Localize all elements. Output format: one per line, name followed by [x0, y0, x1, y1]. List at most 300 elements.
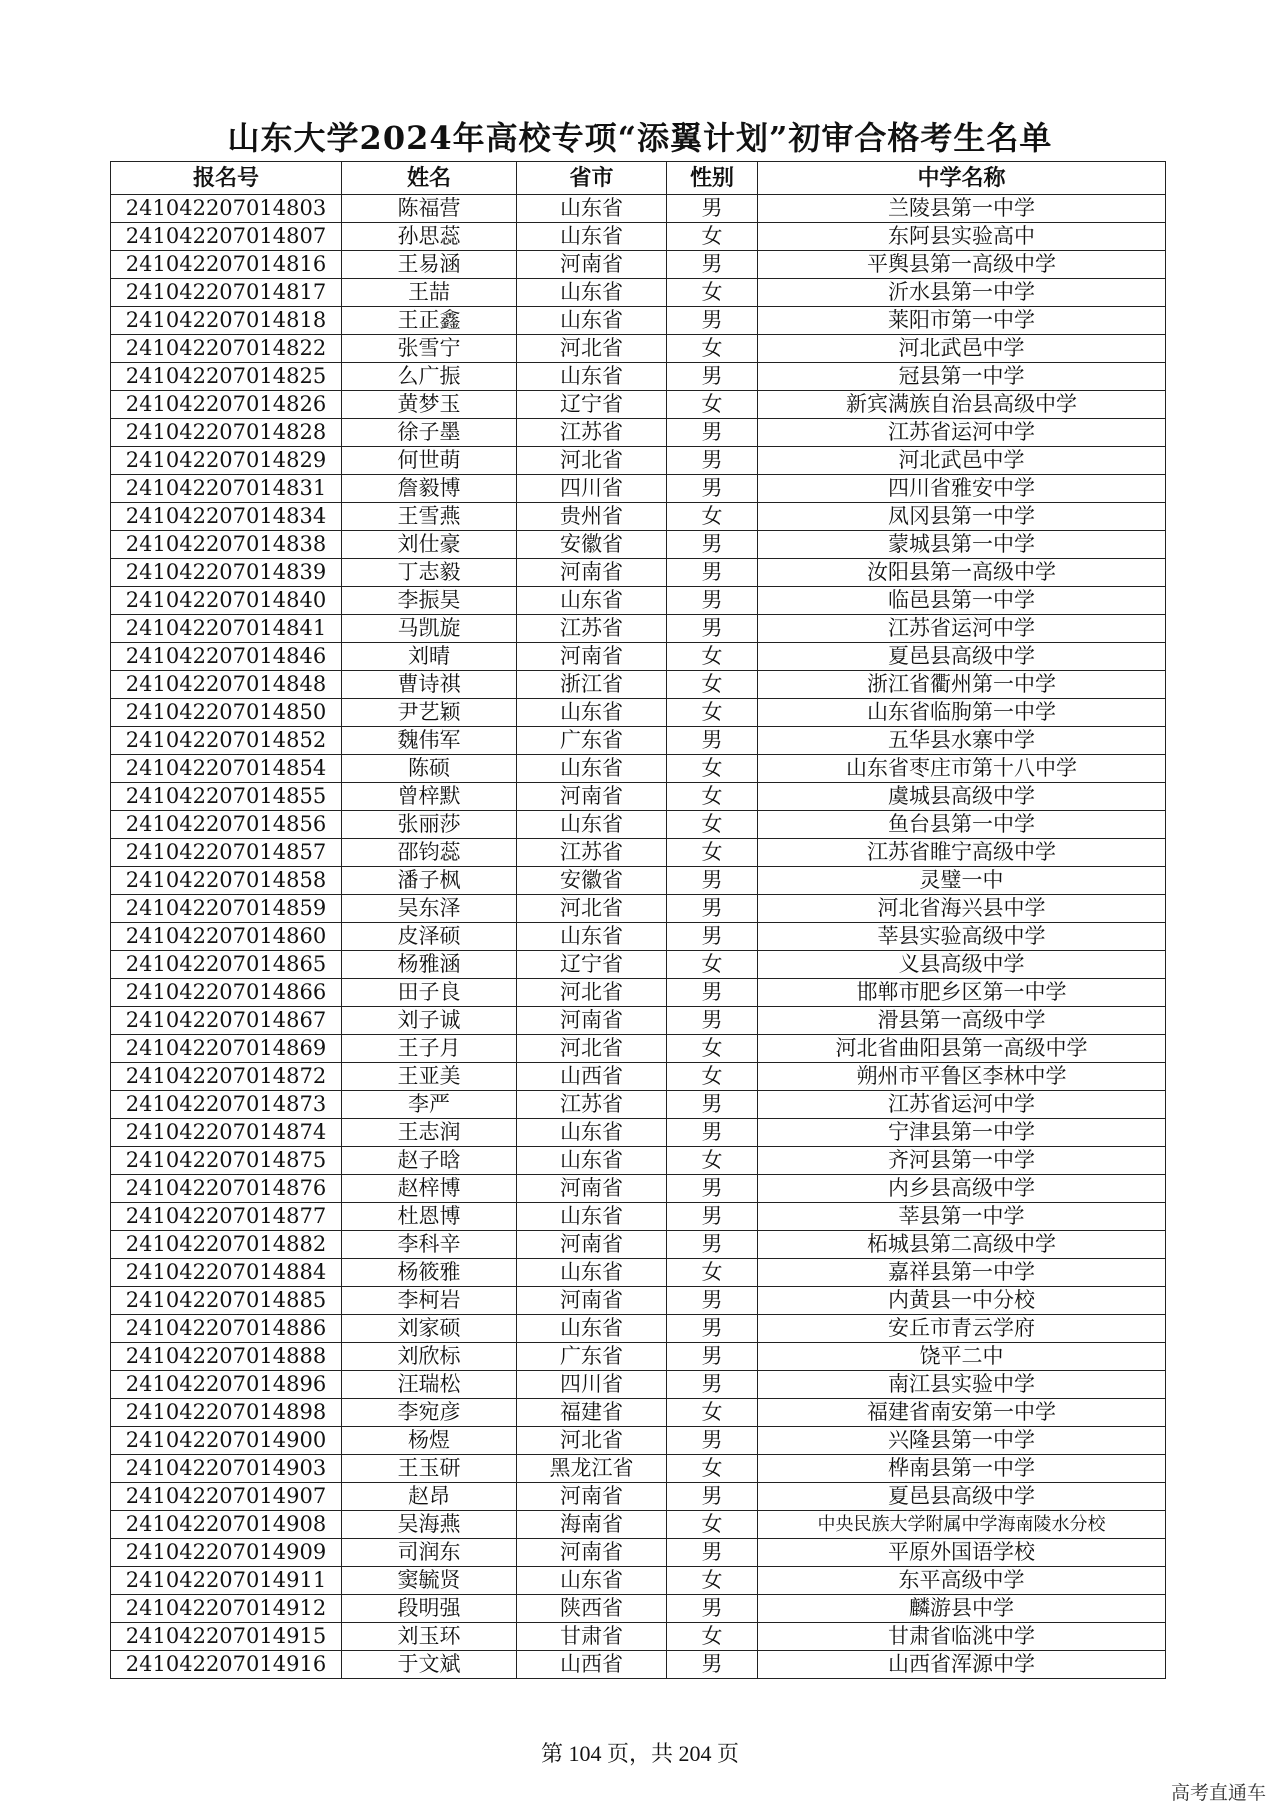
table-row — [111, 671, 1166, 699]
cell-gender: 男 — [667, 363, 758, 391]
cell-gender: 女 — [667, 223, 758, 251]
col-header-school: 中学名称 — [758, 162, 1166, 195]
cell-gender: 女 — [667, 1147, 758, 1175]
cell-province: 陕西省 — [517, 1595, 667, 1623]
cell-name: 魏伟军 — [342, 727, 517, 755]
cell-registration-no: 241042207014876 — [111, 1175, 342, 1203]
cell-gender: 男 — [667, 895, 758, 923]
cell-gender: 女 — [667, 699, 758, 727]
cell-name: 王正鑫 — [342, 307, 517, 335]
table-row — [111, 811, 1166, 839]
cell-school: 夏邑县高级中学 — [758, 643, 1166, 671]
cell-province: 山西省 — [517, 1063, 667, 1091]
candidate-table — [110, 161, 1166, 1679]
cell-school: 齐河县第一中学 — [758, 1147, 1166, 1175]
table-row — [111, 1091, 1166, 1119]
cell-province: 山东省 — [517, 587, 667, 615]
cell-gender: 女 — [667, 1623, 758, 1651]
cell-school: 汝阳县第一高级中学 — [758, 559, 1166, 587]
cell-province: 河北省 — [517, 895, 667, 923]
cell-gender: 男 — [667, 1007, 758, 1035]
cell-province: 山东省 — [517, 923, 667, 951]
cell-province: 广东省 — [517, 727, 667, 755]
cell-school: 凤冈县第一中学 — [758, 503, 1166, 531]
cell-province: 山东省 — [517, 1119, 667, 1147]
table-row — [111, 1595, 1166, 1623]
cell-province: 河北省 — [517, 1035, 667, 1063]
cell-province: 贵州省 — [517, 503, 667, 531]
cell-name: 杨筱雅 — [342, 1259, 517, 1287]
cell-registration-no: 241042207014816 — [111, 251, 342, 279]
cell-name: 潘子枫 — [342, 867, 517, 895]
cell-name: 李宛彦 — [342, 1399, 517, 1427]
table-row — [111, 251, 1166, 279]
col-header-name: 姓名 — [342, 162, 517, 195]
cell-province: 四川省 — [517, 475, 667, 503]
cell-name: 马凯旋 — [342, 615, 517, 643]
table-row — [111, 727, 1166, 755]
table-header-row — [111, 162, 1166, 195]
cell-province: 江苏省 — [517, 1091, 667, 1119]
cell-gender: 女 — [667, 503, 758, 531]
cell-gender: 男 — [667, 1343, 758, 1371]
cell-province: 甘肃省 — [517, 1623, 667, 1651]
cell-registration-no: 241042207014857 — [111, 839, 342, 867]
cell-gender: 女 — [667, 391, 758, 419]
table-body — [111, 195, 1166, 1679]
cell-province: 河南省 — [517, 251, 667, 279]
cell-name: 刘玉环 — [342, 1623, 517, 1651]
cell-school: 邯郸市肥乡区第一中学 — [758, 979, 1166, 1007]
cell-gender: 女 — [667, 279, 758, 307]
cell-registration-no: 241042207014807 — [111, 223, 342, 251]
cell-school: 山东省临朐第一中学 — [758, 699, 1166, 727]
cell-name: 王亚美 — [342, 1063, 517, 1091]
table-row — [111, 783, 1166, 811]
cell-registration-no: 241042207014855 — [111, 783, 342, 811]
cell-gender: 女 — [667, 335, 758, 363]
cell-province: 山东省 — [517, 1147, 667, 1175]
table-row — [111, 195, 1166, 223]
table-row — [111, 643, 1166, 671]
table-row — [111, 307, 1166, 335]
cell-name: 李科辛 — [342, 1231, 517, 1259]
cell-gender: 男 — [667, 1539, 758, 1567]
cell-registration-no: 241042207014900 — [111, 1427, 342, 1455]
cell-registration-no: 241042207014885 — [111, 1287, 342, 1315]
cell-registration-no: 241042207014848 — [111, 671, 342, 699]
cell-province: 山东省 — [517, 223, 667, 251]
cell-province: 江苏省 — [517, 419, 667, 447]
cell-name: 刘家硕 — [342, 1315, 517, 1343]
cell-gender: 女 — [667, 643, 758, 671]
cell-school: 莘县第一中学 — [758, 1203, 1166, 1231]
table-row — [111, 447, 1166, 475]
cell-gender: 男 — [667, 1091, 758, 1119]
cell-school: 鱼台县第一中学 — [758, 811, 1166, 839]
cell-province: 河南省 — [517, 1007, 667, 1035]
table-row — [111, 1259, 1166, 1287]
table-row — [111, 755, 1166, 783]
col-header-registration-no: 报名号 — [111, 162, 342, 195]
cell-name: 陈福营 — [342, 195, 517, 223]
cell-province: 河南省 — [517, 559, 667, 587]
cell-registration-no: 241042207014884 — [111, 1259, 342, 1287]
cell-registration-no: 241042207014872 — [111, 1063, 342, 1091]
cell-province: 河北省 — [517, 447, 667, 475]
cell-name: 王喆 — [342, 279, 517, 307]
cell-registration-no: 241042207014882 — [111, 1231, 342, 1259]
cell-school: 沂水县第一中学 — [758, 279, 1166, 307]
cell-registration-no: 241042207014874 — [111, 1119, 342, 1147]
page-number: 第 104 页，共 204 页 — [540, 1741, 739, 1766]
table-row — [111, 503, 1166, 531]
cell-school: 滑县第一高级中学 — [758, 1007, 1166, 1035]
cell-name: 司润东 — [342, 1539, 517, 1567]
table-row — [111, 1231, 1166, 1259]
cell-registration-no: 241042207014856 — [111, 811, 342, 839]
cell-province: 河南省 — [517, 1539, 667, 1567]
table-row — [111, 1483, 1166, 1511]
cell-name: 么广振 — [342, 363, 517, 391]
cell-gender: 男 — [667, 307, 758, 335]
cell-province: 江苏省 — [517, 615, 667, 643]
cell-gender: 男 — [667, 251, 758, 279]
cell-school: 饶平二中 — [758, 1343, 1166, 1371]
cell-name: 刘欣标 — [342, 1343, 517, 1371]
table-row — [111, 1175, 1166, 1203]
cell-registration-no: 241042207014834 — [111, 503, 342, 531]
cell-gender: 男 — [667, 195, 758, 223]
cell-school: 甘肃省临洮中学 — [758, 1623, 1166, 1651]
cell-registration-no: 241042207014877 — [111, 1203, 342, 1231]
cell-name: 赵梓博 — [342, 1175, 517, 1203]
cell-gender: 男 — [667, 475, 758, 503]
cell-name: 杨煜 — [342, 1427, 517, 1455]
cell-school: 东平高级中学 — [758, 1567, 1166, 1595]
cell-name: 刘子诚 — [342, 1007, 517, 1035]
cell-registration-no: 241042207014852 — [111, 727, 342, 755]
cell-registration-no: 241042207014854 — [111, 755, 342, 783]
cell-school: 兴隆县第一中学 — [758, 1427, 1166, 1455]
table-row — [111, 1343, 1166, 1371]
cell-school: 山东省枣庄市第十八中学 — [758, 755, 1166, 783]
cell-province: 河南省 — [517, 1287, 667, 1315]
cell-school: 内黄县一中分校 — [758, 1287, 1166, 1315]
cell-school: 福建省南安第一中学 — [758, 1399, 1166, 1427]
cell-gender: 女 — [667, 1259, 758, 1287]
cell-registration-no: 241042207014829 — [111, 447, 342, 475]
cell-registration-no: 241042207014896 — [111, 1371, 342, 1399]
cell-gender: 男 — [667, 559, 758, 587]
cell-school: 柘城县第二高级中学 — [758, 1231, 1166, 1259]
cell-school: 山西省浑源中学 — [758, 1651, 1166, 1679]
table-row — [111, 839, 1166, 867]
cell-school: 临邑县第一中学 — [758, 587, 1166, 615]
table-row — [111, 1063, 1166, 1091]
table-row — [111, 335, 1166, 363]
table-row — [111, 223, 1166, 251]
cell-province: 河北省 — [517, 335, 667, 363]
cell-registration-no: 241042207014826 — [111, 391, 342, 419]
cell-registration-no: 241042207014873 — [111, 1091, 342, 1119]
cell-name: 徐子墨 — [342, 419, 517, 447]
cell-name: 汪瑞松 — [342, 1371, 517, 1399]
cell-school: 安丘市青云学府 — [758, 1315, 1166, 1343]
cell-registration-no: 241042207014909 — [111, 1539, 342, 1567]
cell-registration-no: 241042207014850 — [111, 699, 342, 727]
cell-name: 赵子晗 — [342, 1147, 517, 1175]
table-row — [111, 279, 1166, 307]
cell-gender: 女 — [667, 811, 758, 839]
cell-school: 新宾满族自治县高级中学 — [758, 391, 1166, 419]
cell-registration-no: 241042207014886 — [111, 1315, 342, 1343]
cell-province: 安徽省 — [517, 531, 667, 559]
cell-registration-no: 241042207014839 — [111, 559, 342, 587]
cell-registration-no: 241042207014841 — [111, 615, 342, 643]
cell-school: 灵璧一中 — [758, 867, 1166, 895]
cell-school: 冠县第一中学 — [758, 363, 1166, 391]
cell-gender: 男 — [667, 1175, 758, 1203]
cell-gender: 男 — [667, 1315, 758, 1343]
cell-name: 李柯岩 — [342, 1287, 517, 1315]
cell-school: 嘉祥县第一中学 — [758, 1259, 1166, 1287]
cell-school: 江苏省运河中学 — [758, 419, 1166, 447]
cell-gender: 男 — [667, 1651, 758, 1679]
cell-gender: 男 — [667, 867, 758, 895]
cell-gender: 女 — [667, 755, 758, 783]
cell-school: 江苏省运河中学 — [758, 615, 1166, 643]
cell-name: 吴海燕 — [342, 1511, 517, 1539]
cell-name: 曾梓默 — [342, 783, 517, 811]
cell-gender: 男 — [667, 979, 758, 1007]
cell-name: 王子月 — [342, 1035, 517, 1063]
cell-province: 山西省 — [517, 1651, 667, 1679]
cell-province: 广东省 — [517, 1343, 667, 1371]
cell-province: 山东省 — [517, 195, 667, 223]
cell-school: 莘县实验高级中学 — [758, 923, 1166, 951]
cell-gender: 女 — [667, 951, 758, 979]
cell-gender: 男 — [667, 1483, 758, 1511]
cell-name: 邵钧蕊 — [342, 839, 517, 867]
cell-gender: 男 — [667, 587, 758, 615]
cell-gender: 女 — [667, 1455, 758, 1483]
cell-school: 义县高级中学 — [758, 951, 1166, 979]
cell-name: 杜恩博 — [342, 1203, 517, 1231]
cell-province: 山东省 — [517, 1259, 667, 1287]
cell-name: 田子良 — [342, 979, 517, 1007]
cell-name: 王易涵 — [342, 251, 517, 279]
cell-province: 山东省 — [517, 1315, 667, 1343]
cell-registration-no: 241042207014888 — [111, 1343, 342, 1371]
table-row — [111, 1203, 1166, 1231]
cell-gender: 男 — [667, 1287, 758, 1315]
cell-registration-no: 241042207014907 — [111, 1483, 342, 1511]
cell-school: 南江县实验中学 — [758, 1371, 1166, 1399]
cell-registration-no: 241042207014903 — [111, 1455, 342, 1483]
cell-registration-no: 241042207014875 — [111, 1147, 342, 1175]
cell-name: 李严 — [342, 1091, 517, 1119]
cell-province: 安徽省 — [517, 867, 667, 895]
cell-province: 山东省 — [517, 755, 667, 783]
table-row — [111, 867, 1166, 895]
cell-school: 江苏省睢宁高级中学 — [758, 839, 1166, 867]
table-row — [111, 475, 1166, 503]
table-row — [111, 587, 1166, 615]
cell-registration-no: 241042207014831 — [111, 475, 342, 503]
cell-school: 平原外国语学校 — [758, 1539, 1166, 1567]
cell-gender: 男 — [667, 1427, 758, 1455]
table-row — [111, 1399, 1166, 1427]
cell-province: 河南省 — [517, 1231, 667, 1259]
cell-name: 王雪燕 — [342, 503, 517, 531]
cell-gender: 男 — [667, 447, 758, 475]
table-row — [111, 1567, 1166, 1595]
cell-name: 杨雅涵 — [342, 951, 517, 979]
table-row — [111, 1371, 1166, 1399]
cell-province: 山东省 — [517, 811, 667, 839]
cell-gender: 女 — [667, 783, 758, 811]
table-row — [111, 1539, 1166, 1567]
cell-province: 山东省 — [517, 1567, 667, 1595]
cell-school: 浙江省衢州第一中学 — [758, 671, 1166, 699]
cell-school: 河北省海兴县中学 — [758, 895, 1166, 923]
cell-name: 张雪宁 — [342, 335, 517, 363]
cell-province: 辽宁省 — [517, 951, 667, 979]
cell-name: 曹诗祺 — [342, 671, 517, 699]
cell-name: 段明强 — [342, 1595, 517, 1623]
cell-school: 四川省雅安中学 — [758, 475, 1166, 503]
watermark: 高考直通车 — [1170, 1782, 1266, 1804]
cell-registration-no: 241042207014840 — [111, 587, 342, 615]
cell-registration-no: 241042207014858 — [111, 867, 342, 895]
table-row — [111, 1455, 1166, 1483]
cell-name: 皮泽硕 — [342, 923, 517, 951]
cell-province: 河北省 — [517, 979, 667, 1007]
cell-gender: 男 — [667, 1231, 758, 1259]
cell-gender: 女 — [667, 839, 758, 867]
cell-school: 河北武邑中学 — [758, 335, 1166, 363]
table-row — [111, 1511, 1166, 1539]
cell-registration-no: 241042207014817 — [111, 279, 342, 307]
table-row — [111, 1427, 1166, 1455]
cell-school: 河北武邑中学 — [758, 447, 1166, 475]
cell-registration-no: 241042207014865 — [111, 951, 342, 979]
cell-registration-no: 241042207014818 — [111, 307, 342, 335]
cell-province: 四川省 — [517, 1371, 667, 1399]
cell-school: 兰陵县第一中学 — [758, 195, 1166, 223]
cell-gender: 女 — [667, 1063, 758, 1091]
cell-province: 河南省 — [517, 1175, 667, 1203]
table-row — [111, 531, 1166, 559]
table-row — [111, 559, 1166, 587]
page-title: 山东大学2024年高校专项“添翼计划”初审合格考生名单 — [227, 119, 1053, 157]
cell-registration-no: 241042207014803 — [111, 195, 342, 223]
cell-name: 窦毓贤 — [342, 1567, 517, 1595]
cell-gender: 女 — [667, 1399, 758, 1427]
cell-name: 詹毅博 — [342, 475, 517, 503]
cell-name: 何世萌 — [342, 447, 517, 475]
cell-school: 莱阳市第一中学 — [758, 307, 1166, 335]
cell-province: 辽宁省 — [517, 391, 667, 419]
cell-school: 宁津县第一中学 — [758, 1119, 1166, 1147]
cell-province: 福建省 — [517, 1399, 667, 1427]
cell-gender: 男 — [667, 923, 758, 951]
cell-province: 河南省 — [517, 643, 667, 671]
cell-gender: 男 — [667, 419, 758, 447]
table-row — [111, 699, 1166, 727]
cell-province: 山东省 — [517, 699, 667, 727]
cell-gender: 女 — [667, 671, 758, 699]
cell-province: 河南省 — [517, 1483, 667, 1511]
col-header-province: 省市 — [517, 162, 667, 195]
table-row — [111, 1287, 1166, 1315]
cell-school: 内乡县高级中学 — [758, 1175, 1166, 1203]
cell-registration-no: 241042207014867 — [111, 1007, 342, 1035]
cell-registration-no: 241042207014846 — [111, 643, 342, 671]
cell-name: 丁志毅 — [342, 559, 517, 587]
cell-registration-no: 241042207014898 — [111, 1399, 342, 1427]
table-row — [111, 419, 1166, 447]
cell-name: 于文斌 — [342, 1651, 517, 1679]
cell-school: 虞城县高级中学 — [758, 783, 1166, 811]
cell-name: 刘晴 — [342, 643, 517, 671]
cell-name: 李振昊 — [342, 587, 517, 615]
table-row — [111, 1119, 1166, 1147]
table-row — [111, 895, 1166, 923]
cell-registration-no: 241042207014828 — [111, 419, 342, 447]
cell-school: 夏邑县高级中学 — [758, 1483, 1166, 1511]
cell-gender: 男 — [667, 1119, 758, 1147]
table-row — [111, 923, 1166, 951]
cell-registration-no: 241042207014911 — [111, 1567, 342, 1595]
cell-province: 山东省 — [517, 279, 667, 307]
cell-gender: 男 — [667, 1371, 758, 1399]
cell-gender: 女 — [667, 1035, 758, 1063]
cell-province: 浙江省 — [517, 671, 667, 699]
table-row — [111, 363, 1166, 391]
cell-province: 河北省 — [517, 1427, 667, 1455]
cell-school: 河北省曲阳县第一高级中学 — [758, 1035, 1166, 1063]
table-row — [111, 951, 1166, 979]
cell-registration-no: 241042207014859 — [111, 895, 342, 923]
table-row — [111, 615, 1166, 643]
cell-province: 山东省 — [517, 363, 667, 391]
table-row — [111, 979, 1166, 1007]
cell-province: 海南省 — [517, 1511, 667, 1539]
cell-registration-no: 241042207014822 — [111, 335, 342, 363]
cell-school: 蒙城县第一中学 — [758, 531, 1166, 559]
cell-name: 王玉研 — [342, 1455, 517, 1483]
cell-name: 刘仕豪 — [342, 531, 517, 559]
cell-gender: 男 — [667, 727, 758, 755]
cell-school: 中央民族大学附属中学海南陵水分校 — [758, 1511, 1166, 1539]
table-row — [111, 1651, 1166, 1679]
cell-name: 赵昂 — [342, 1483, 517, 1511]
cell-registration-no: 241042207014866 — [111, 979, 342, 1007]
cell-school: 江苏省运河中学 — [758, 1091, 1166, 1119]
table-row — [111, 1623, 1166, 1651]
cell-province: 山东省 — [517, 1203, 667, 1231]
table-row — [111, 1147, 1166, 1175]
table-row — [111, 1315, 1166, 1343]
cell-name: 陈硕 — [342, 755, 517, 783]
cell-name: 吴东泽 — [342, 895, 517, 923]
cell-gender: 男 — [667, 615, 758, 643]
cell-gender: 男 — [667, 1595, 758, 1623]
cell-name: 黄梦玉 — [342, 391, 517, 419]
cell-registration-no: 241042207014916 — [111, 1651, 342, 1679]
